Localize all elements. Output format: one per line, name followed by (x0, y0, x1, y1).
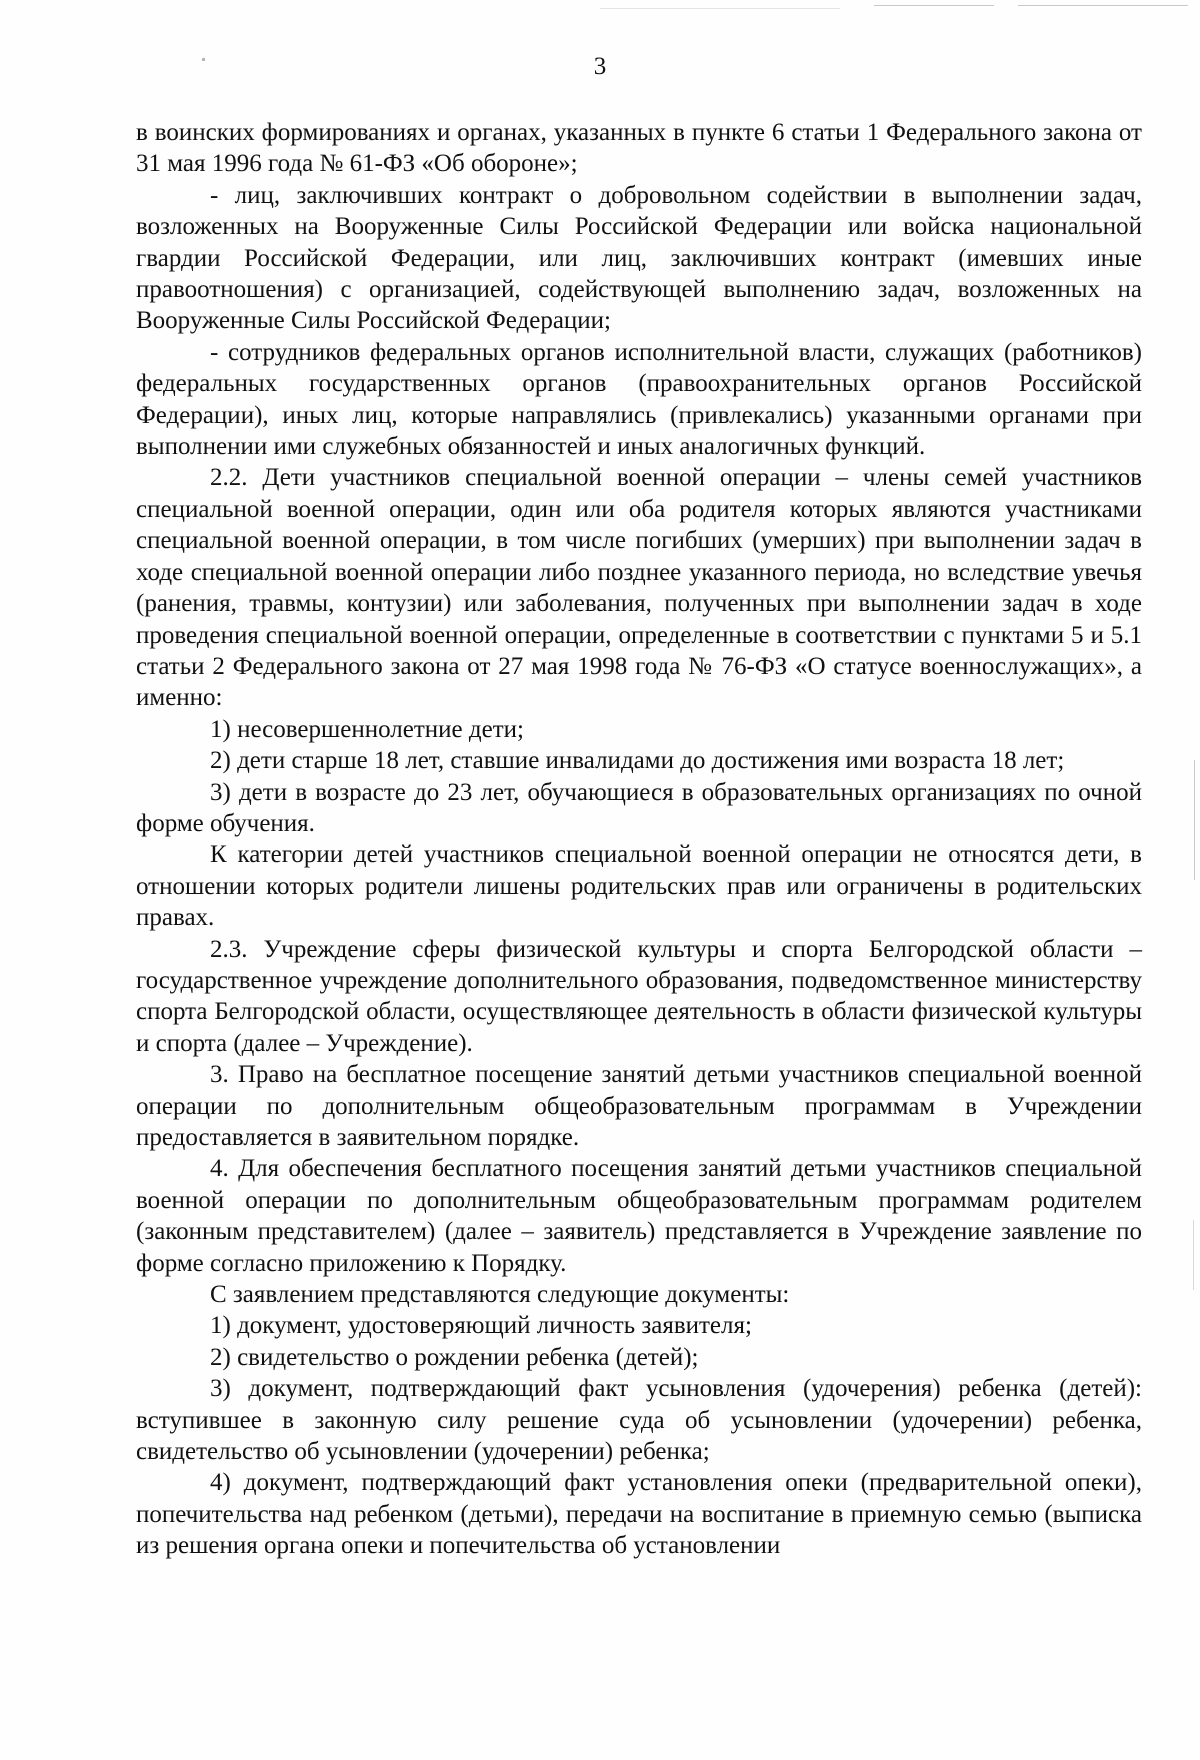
paragraph-list-item: - лиц, заключивших контракт о добровольном содействии в выполнении задач, возложенных на Вооруженные Силы Российской Федерации или войска национальной гвардии Российской Федерации, или лиц, заключивших контракт (имевших иные правоотношения) с организацией, содействующей выполнению задач, возложенных на Вооруженные Силы Российской Федерации; (136, 181, 1142, 335)
scan-edge-mark (600, 8, 840, 9)
paragraph-list-item: 4) документ, подтверждающий факт установления опеки (предварительной опеки), попечительства над ребенком (детьми), передачи на воспитание в приемную семью (выписка из решения органа опеки и попечительства об установлении (136, 1469, 1142, 1560)
paragraph-list-item: 2) свидетельство о рождении ребенка (детей); (210, 1343, 699, 1371)
paragraph-section-4: 4. Для обеспечения бесплатного посещения занятий детьми участников специальной военной операции по дополнительным общеобразовательным программам родителем (законным представителем) (далее – заявитель) представляется в Учреждение заявление по форме согласно приложению к Порядку. (136, 1155, 1142, 1277)
paragraph-list-item: 3) документ, подтверждающий факт усыновления (удочерения) ребенка (детей): вступившее в законную силу решение суда об усыновлении (удочерении) ребенка, свидетельство об усыновлении (удочерении) ребенка; (136, 1375, 1142, 1466)
scan-edge-mark (1193, 1220, 1194, 1290)
scan-edge-mark (1194, 760, 1195, 880)
scan-edge-mark (874, 5, 994, 6)
paragraph-section-2-3: 2.3. Учреждение сферы физической культуры и спорта Белгородской области – государственное учреждение дополнительного образования, подведомственное министерству спорта Белгородской области, осуществляющее деятельность в области физической культуры и спорта (далее – Учреждение). (136, 935, 1142, 1057)
scan-edge-mark (1018, 5, 1188, 6)
paragraph-list-item: 1) документ, удостоверяющий личность заявителя; (210, 1312, 752, 1340)
paragraph-section-2-2: 2.2. Дети участников специальной военной операции – члены семей участников специальной военной операции, один или оба родителя которых являются участниками специальной военной операции, в том числе погибших (умерших) при выполнении задач в ходе специальной военной операции либо позднее указанного периода, но вследствие увечья (ранения, травмы, контузии) или заболевания, полученных при выполнении задач в ходе проведения специальной военной операции, определенные в соответствии с пунктами 5 и 5.1 статьи 2 Федерального закона от 27 мая 1998 года № 76-ФЗ «О статусе военнослужащих», а именно: (136, 464, 1142, 712)
paragraph-list-item: - сотрудников федеральных органов исполнительной власти, служащих (работников) федеральных государственных органов (правоохранительных органов Российской Федерации), иных лиц, которые направлялись (привлекались) указанными органами при выполнении ими служебных обязанностей и иных аналогичных функций. (136, 338, 1142, 461)
paragraph-list-item: 1) несовершеннолетние дети; (210, 715, 524, 743)
paragraph-continuation: в воинских формированиях и органах, указанных в пункте 6 статьи 1 Федерального закона от 31 мая 1996 года № 61-ФЗ «Об обороне»; (136, 119, 1142, 178)
paragraph-section-3: 3. Право на бесплатное посещение занятий детьми участников специальной военной операции по дополнительным общеобразовательным программам в Учреждении предоставляется в заявительном порядке. (136, 1061, 1142, 1151)
page-number: 3 (593, 53, 607, 80)
paragraph-exclusion: К категории детей участников специальной военной операции не относятся дети, в отношении которых родители лишены родительских прав или ограничены в родительских правах. (136, 841, 1142, 932)
paragraph-list-item: 2) дети старше 18 лет, ставшие инвалидами до достижения ими возраста 18 лет; (210, 747, 1065, 775)
document-body (136, 117, 1142, 1562)
paragraph-list-item: 3) дети в возрасте до 23 лет, обучающиеся в образовательных организациях по очной форме обучения. (136, 778, 1142, 837)
paragraph-documents-intro: С заявлением представляются следующие документы: (210, 1281, 790, 1309)
